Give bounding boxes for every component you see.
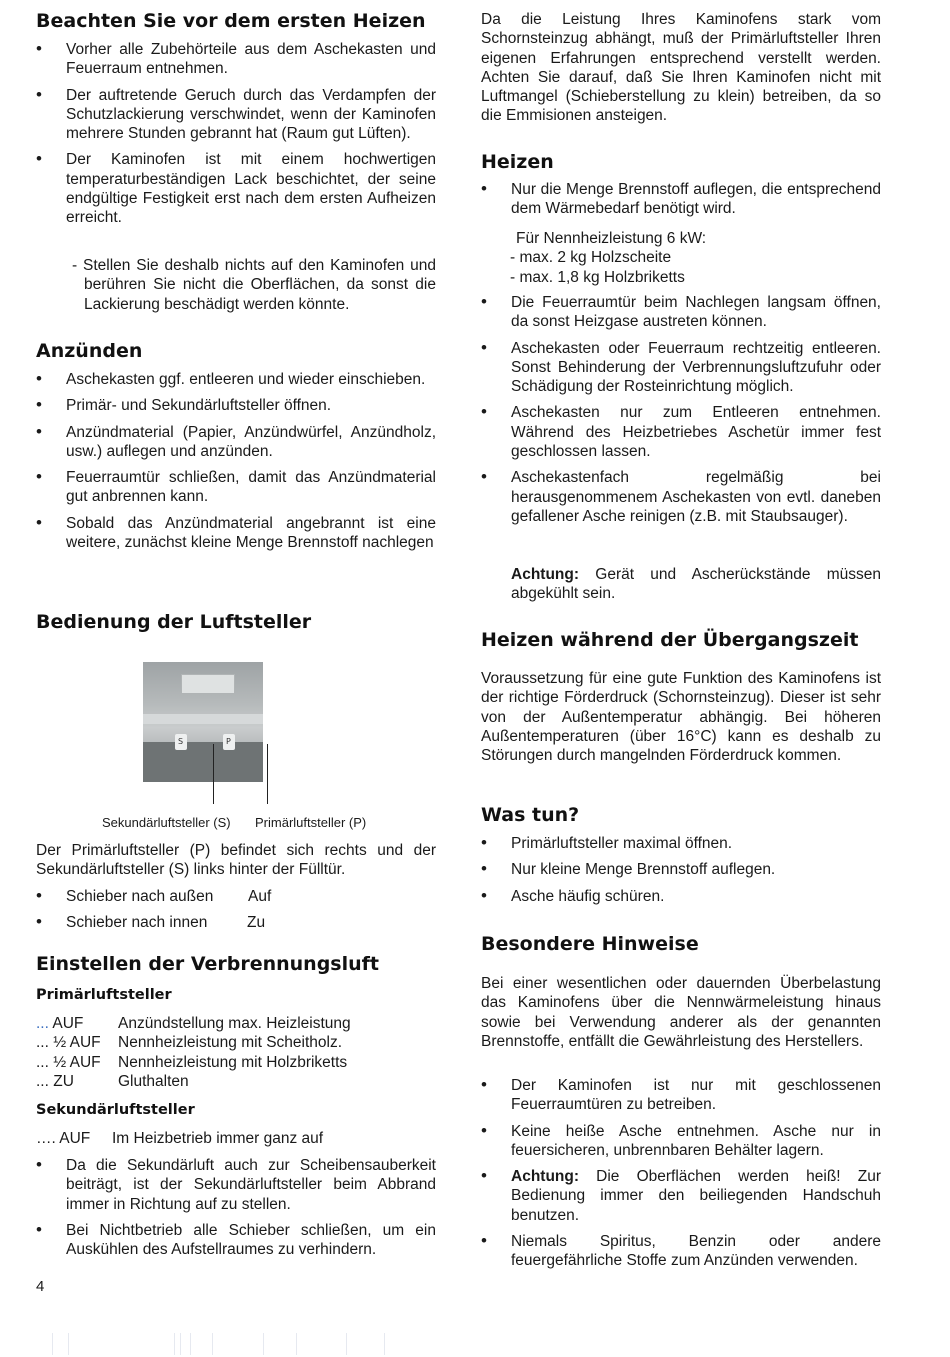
- caution-label: Achtung:: [511, 566, 580, 583]
- lacquer-note: - Stellen Sie deshalb nichts auf den Kaminofen und berühren Sie nicht die Oberflächen, da sonst die Lackierung beschädigt werden könnte.: [72, 257, 436, 313]
- nominal-output-block: [510, 229, 881, 287]
- list-item: • Bei Nichtbetrieb alle Schieber schließen, um ein Auskühlen des Aufstellraumes zu verhindern.: [36, 1221, 436, 1260]
- scan-mark: [180, 1333, 181, 1355]
- pointer-line-s: [213, 744, 214, 804]
- heading-special-notes: Besondere Hinweise: [481, 933, 699, 955]
- list-item: • Der Kaminofen ist nur mit geschlossenen Feuerraumtüren zu betreiben.: [481, 1076, 881, 1115]
- scan-mark: [263, 1333, 264, 1355]
- list-item: • Niemals Spiritus, Benzin oder andere feuergefährliche Stoffe zum Anzünden verwenden.: [481, 1232, 881, 1271]
- scan-mark: [384, 1333, 385, 1355]
- scan-mark: [174, 1333, 175, 1355]
- secondary-air-list: [36, 1156, 436, 1266]
- heating-list-first: [481, 180, 881, 226]
- heading-transition-period: Heizen während der Übergangszeit: [481, 629, 859, 651]
- subheading-secondary: Sekundärluftsteller: [36, 1102, 195, 1118]
- list-item: • Aschekasten ggf. entleeren und wieder einschieben.: [36, 370, 436, 389]
- lighting-list: [36, 370, 436, 559]
- list-item: • Vorher alle Zubehörteile aus dem Aschekasten und Feuerraum entnehmen.: [36, 40, 436, 79]
- intro-paragraph: Da die Leistung Ihres Kaminofens stark vom Schornsteinzug abhängt, muß der Primärluftsteller Ihren eigenen Erfahrungen entsprechend verstellt werden. Achten Sie darauf, daß Sie Ihren Kaminofen nicht mit Luftmangel (Schieberstellung zu klein) betreiben, da so die Emmisionen ansteigen.: [481, 11, 881, 125]
- scan-mark: [52, 1333, 53, 1355]
- nominal-output-title: Für Nennheizleistung 6 kW:: [516, 230, 707, 247]
- list-item: • Der Kaminofen ist mit einem hochwertigen temperaturbeständigen Lack beschichtet, der seine endgültige Festigkeit erst nach dem ersten Aufheizen erreicht.: [36, 150, 436, 227]
- list-item: • Da die Sekundärluft auch zur Scheibensauberkeit beiträgt, ist der Sekundärluftsteller beim Abbrand immer in Richtung auf zu stellen.: [36, 1156, 436, 1214]
- primary-settings-table: [36, 1014, 436, 1091]
- table-row: [36, 1053, 436, 1072]
- slider-direction-list: [36, 887, 436, 940]
- setting-value: Gluthalten: [118, 1072, 189, 1090]
- air-controls-photo: [143, 662, 263, 782]
- nominal-output-line: - max. 2 kg Holzscheite: [510, 249, 672, 267]
- transition-paragraph: Voraussetzung für eine gute Funktion des Kaminofens ist der richtige Förderdruck (Schornsteinzug). Dieser ist sehr von der Außentemperatur abhängig. Bei höheren Außentemperaturen (über 16°C) kann es deshalb zu Störungen durch mangelnden Förderdruck kommen.: [481, 670, 881, 765]
- list-item: [36, 887, 436, 906]
- caution-ash: Achtung: Gerät und Ascherückstände müssen abgekühlt sein.: [511, 566, 881, 603]
- air-controls-paragraph: Der Primärluftsteller (P) befindet sich rechts und der Sekundärluftsteller (S) links hinter der Fülltür.: [36, 842, 436, 879]
- slider-label: Schieber nach innen: [66, 914, 208, 932]
- photo-label-p: P: [226, 737, 231, 746]
- subheading-primary: Primärluftsteller: [36, 987, 172, 1003]
- photo-dark-area: [143, 742, 263, 782]
- setting-key: ... ZU: [36, 1072, 74, 1090]
- list-item: • Nur kleine Menge Brennstoff auflegen.: [481, 860, 881, 879]
- list-item: • Die Feuerraumtür beim Nachlegen langsam öffnen, da sonst Heizgase austreten können.: [481, 293, 881, 332]
- heading-air-controls: Bedienung der Luftsteller: [36, 611, 312, 633]
- secondary-setting-row: [36, 1129, 436, 1148]
- before-heating-list: [36, 40, 436, 235]
- list-item: [36, 913, 436, 932]
- photo-ledge: [143, 714, 263, 724]
- list-item: • Nur die Menge Brennstoff auflegen, die entsprechend dem Wärmebedarf benötigt wird.: [481, 180, 881, 219]
- photo-label-s: S: [178, 737, 184, 746]
- list-item: • Primär- und Sekundärluftsteller öffnen.: [36, 396, 436, 415]
- nominal-output-line: - max. 1,8 kg Holzbriketts: [510, 268, 685, 286]
- scan-mark: [346, 1333, 347, 1355]
- list-item: • Aschekasten oder Feuerraum rechtzeitig entleeren. Sonst Behinderung der Verbrennungsluftzufuhr oder Schädigung der Rosteinrichtung möglich.: [481, 339, 881, 397]
- caption-secondary: Sekundärluftsteller (S): [102, 815, 231, 830]
- slider-value: Auf: [248, 888, 272, 905]
- heating-list: [481, 293, 881, 533]
- heading-what-to-do: Was tun?: [481, 804, 580, 826]
- slider-label: Schieber nach außen: [66, 888, 214, 905]
- setting-value: Nennheizleistung mit Holzbriketts: [118, 1053, 348, 1071]
- scan-mark: [68, 1333, 69, 1355]
- table-row: [36, 1014, 436, 1033]
- list-item: • Feuerraumtür schließen, damit das Anzündmaterial gut anbrennen kann.: [36, 468, 436, 507]
- page-number: 4: [36, 1278, 45, 1295]
- list-item: • Sobald das Anzündmaterial angebrannt ist eine weitere, zunächst kleine Menge Brennstoff nachlegen: [36, 514, 436, 553]
- setting-key: …. AUF: [36, 1130, 91, 1147]
- setting-value: Nennheizleistung mit Scheitholz.: [118, 1034, 343, 1052]
- photo-plate: [181, 674, 235, 694]
- slider-value: Zu: [247, 914, 266, 932]
- scan-mark: [296, 1333, 297, 1355]
- table-row: [36, 1072, 436, 1091]
- special-notes-list: [481, 1076, 881, 1278]
- special-notes-paragraph: Bei einer wesentlichen oder dauernden Überbelastung das Kaminofens über die Nennwärmeleistung hinaus sowie bei Verwendung anderer als der genannten Brennstoffe, entfällt die Gewährleistung des Herstellers.: [481, 975, 881, 1050]
- list-item: • Aschekastenfach regelmäßig bei herausgenommenem Aschekasten von evtl. daneben gefallener Asche reinigen (z.B. mit Staubsauger).: [481, 468, 881, 526]
- caption-primary: Primärluftsteller (P): [255, 815, 367, 830]
- heading-heating: Heizen: [481, 151, 554, 173]
- setting-key: ... AUF: [36, 1015, 84, 1032]
- pointer-line-p: [267, 744, 268, 804]
- scan-mark: [212, 1333, 213, 1355]
- heading-lighting: Anzünden: [36, 340, 143, 362]
- heading-combustion-air: Einstellen der Verbrennungsluft: [36, 953, 380, 975]
- table-row: [36, 1033, 436, 1052]
- list-item: • Asche häufig schüren.: [481, 887, 881, 906]
- list-item: • Der auftretende Geruch durch das Verdampfen der Schutzlackierung verschwindet, wenn der Kaminofen mehrere Stunden gebrannt hat (Raum gut Lüften).: [36, 86, 436, 144]
- what-to-do-list: [481, 834, 881, 913]
- setting-key: ... ½ AUF: [36, 1034, 101, 1052]
- setting-value: Im Heizbetrieb immer ganz auf: [112, 1130, 324, 1147]
- heading-before-first-heating: Beachten Sie vor dem ersten Heizen: [36, 10, 426, 32]
- scan-mark: [190, 1333, 191, 1355]
- setting-key: ... ½ AUF: [36, 1053, 101, 1071]
- list-item: • Aschekasten nur zum Entleeren entnehmen. Während des Heizbetriebes Aschetür immer fest geschlossen lassen.: [481, 403, 881, 461]
- setting-value: Anzündstellung max. Heizleistung: [118, 1015, 351, 1032]
- caution-label: Achtung:: [511, 1168, 580, 1186]
- list-item: • Primärluftsteller maximal öffnen.: [481, 834, 881, 853]
- list-item: • Keine heiße Asche entnehmen. Asche nur in feuersicheren, unbrennbaren Behälter lagern.: [481, 1122, 881, 1161]
- list-item: • Anzündmaterial (Papier, Anzündwürfel, Anzündholz, usw.) auflegen und anzünden.: [36, 423, 436, 462]
- list-item: • Achtung: Die Oberflächen werden heiß! Zur Bedienung immer den beiliegenden Handschuh benutzen.: [481, 1167, 881, 1225]
